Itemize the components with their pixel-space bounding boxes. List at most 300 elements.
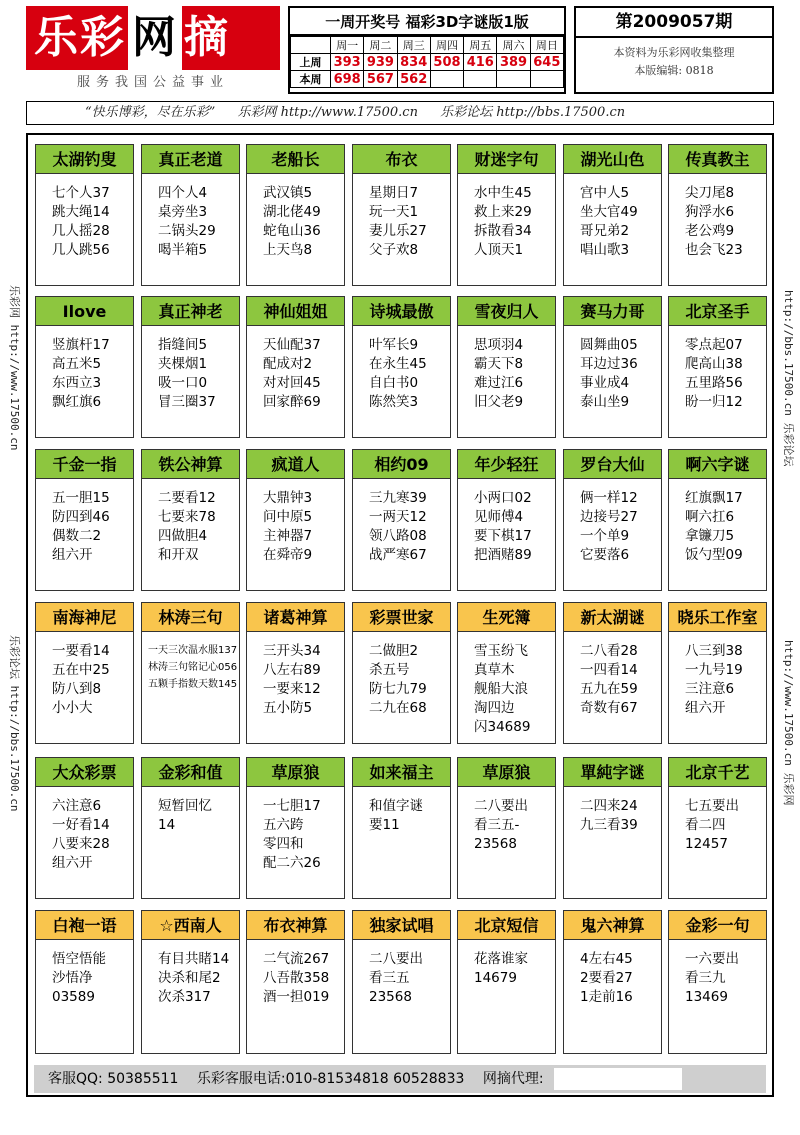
draw-row <box>291 54 564 71</box>
day-header: 周一 <box>331 37 364 54</box>
puzzle-card <box>457 449 556 591</box>
puzzle-line: 把酒赌89 <box>474 547 532 563</box>
puzzle-card <box>668 757 767 899</box>
puzzle-line: 23568 <box>369 989 412 1005</box>
draw-number: 567 <box>364 71 397 88</box>
puzzle-line: 高五米5 <box>52 356 102 372</box>
puzzle-line: 啊六扛6 <box>685 509 735 525</box>
puzzle-line: 13469 <box>685 989 728 1005</box>
puzzle-line: 问中原5 <box>263 509 313 525</box>
puzzle-card-title: 南海神尼 <box>36 603 133 632</box>
puzzle-line: 思项羽4 <box>474 337 524 353</box>
puzzle-card <box>246 144 345 286</box>
puzzle-line: 二八要出 <box>474 798 528 814</box>
puzzle-card-body <box>353 174 450 260</box>
puzzle-line: 一个单9 <box>580 528 630 544</box>
puzzle-card-body <box>247 479 344 565</box>
puzzle-line: 23568 <box>474 836 517 852</box>
puzzle-line: 坐大官49 <box>580 204 638 220</box>
side-text-right: http://bbs.17500.cn 乐彩论坛 <box>782 290 795 467</box>
puzzle-card-body <box>353 940 450 1007</box>
puzzle-line: 星期日7 <box>369 185 419 201</box>
puzzle-line: 要下棋17 <box>474 528 532 544</box>
puzzle-line: 圆舞曲05 <box>580 337 638 353</box>
agent-label: 网摘代理: <box>482 1071 544 1087</box>
puzzle-line: 14679 <box>474 970 517 986</box>
puzzle-line: 零点起07 <box>685 337 743 353</box>
footer-bar <box>34 1065 766 1093</box>
puzzle-card-title: 疯道人 <box>247 450 344 479</box>
puzzle-card-body <box>458 787 555 854</box>
draw-number: 389 <box>497 54 530 71</box>
puzzle-card-body <box>669 632 766 718</box>
puzzle-card <box>246 910 345 1054</box>
puzzle-card-title: 草原狼 <box>247 758 344 787</box>
puzzle-line: 宫中人5 <box>580 185 630 201</box>
puzzle-line: 见师傅4 <box>474 509 524 525</box>
puzzle-card-title: 铁公神算 <box>142 450 239 479</box>
puzzle-line: 03589 <box>52 989 95 1005</box>
logo <box>26 6 280 70</box>
site-bar <box>26 101 774 125</box>
side-text-right: http://www.17500.cn 乐彩网 <box>782 640 795 806</box>
puzzle-card-body <box>458 940 555 988</box>
puzzle-card-body <box>36 326 133 412</box>
puzzle-card <box>246 602 345 744</box>
logo-part: 网 <box>128 6 182 70</box>
puzzle-line: 回家醉69 <box>263 394 321 410</box>
puzzle-card <box>668 449 767 591</box>
draw-number: 939 <box>364 54 397 71</box>
puzzle-card-body <box>669 174 766 260</box>
puzzle-card <box>563 910 662 1054</box>
puzzle-card-title: 布衣 <box>353 145 450 174</box>
puzzle-line: 看三九 <box>685 970 726 986</box>
service-phone: 乐彩客服电话:010-81534818 60528833 <box>196 1071 465 1087</box>
puzzle-line: 拆散看34 <box>474 223 532 239</box>
puzzle-line: 叶军长9 <box>369 337 419 353</box>
puzzle-line: 事业成4 <box>580 375 630 391</box>
puzzle-line: 泰山坐9 <box>580 394 630 410</box>
puzzle-card-body <box>36 632 133 718</box>
puzzle-line: 零四和 <box>263 836 304 852</box>
puzzle-line: 对对回45 <box>263 375 321 391</box>
puzzle-line: 耳边过36 <box>580 356 638 372</box>
puzzle-line: 边接号27 <box>580 509 638 525</box>
draw-row <box>291 71 564 88</box>
puzzle-line: 九三看39 <box>580 817 638 833</box>
puzzle-line: 二要看12 <box>158 490 216 506</box>
puzzle-line: 哥兄弟2 <box>580 223 630 239</box>
draw-number: 393 <box>331 54 364 71</box>
puzzle-line: 湖北佬49 <box>263 204 321 220</box>
puzzle-line: 酒一担019 <box>263 989 330 1005</box>
puzzle-line: 防八到8 <box>52 681 102 697</box>
puzzle-line: 八要来28 <box>52 836 110 852</box>
puzzle-card <box>668 602 767 744</box>
puzzle-card <box>563 757 662 899</box>
puzzle-line: 七个人37 <box>52 185 110 201</box>
puzzle-line: 四做胆4 <box>158 528 208 544</box>
puzzle-card-title: 生死簿 <box>458 603 555 632</box>
puzzle-line: 二四来24 <box>580 798 638 814</box>
puzzle-line: 吸一口0 <box>158 375 208 391</box>
puzzle-card <box>35 296 134 438</box>
puzzle-line: 要11 <box>369 817 400 833</box>
agent-input-box <box>554 1068 682 1090</box>
draw-number: 698 <box>331 71 364 88</box>
puzzle-card-title: 千金一指 <box>36 450 133 479</box>
puzzle-card-title: 诗城最傲 <box>353 297 450 326</box>
puzzle-line: 组六开 <box>52 855 93 871</box>
day-header: 周五 <box>464 37 497 54</box>
puzzle-line: 防七九79 <box>369 681 427 697</box>
puzzle-card-title: 真正神老 <box>142 297 239 326</box>
puzzle-line: 尖刀尾8 <box>685 185 735 201</box>
puzzle-card-body <box>669 326 766 412</box>
puzzle-card-body <box>458 479 555 565</box>
puzzle-card-title: 白袍一语 <box>36 911 133 940</box>
puzzle-card-body <box>36 940 133 1007</box>
puzzle-card-body <box>36 174 133 260</box>
puzzle-card <box>141 296 240 438</box>
puzzle-line: 二锅头29 <box>158 223 216 239</box>
puzzle-line: 蛇龟山36 <box>263 223 321 239</box>
site-link[interactable]: 乐彩网 http://www.17500.cn <box>237 105 418 120</box>
puzzle-line: 三注意6 <box>685 681 735 697</box>
puzzle-card-title: 晓乐工作室 <box>669 603 766 632</box>
puzzle-line: 看三五 <box>369 970 410 986</box>
puzzle-line: 上天鸟8 <box>263 242 313 258</box>
puzzle-line: 12457 <box>685 836 728 852</box>
draw-number <box>464 71 497 88</box>
day-header: 周六 <box>497 37 530 54</box>
draw-number <box>430 71 463 88</box>
side-text-left: 乐彩论坛 http://bbs.17500.cn <box>8 635 21 812</box>
puzzle-line: 大鼎钟3 <box>263 490 313 506</box>
puzzle-card-title: 布衣神算 <box>247 911 344 940</box>
puzzle-line: 二气流267 <box>263 951 330 967</box>
puzzle-card <box>563 296 662 438</box>
puzzle-card-body <box>564 940 661 1007</box>
editor-note: 本版编辑: 0818 <box>634 64 714 77</box>
puzzle-card-body <box>669 787 766 854</box>
puzzle-card-body <box>564 787 661 835</box>
issue-panel <box>574 6 774 94</box>
puzzle-line: 五在中25 <box>52 662 110 678</box>
puzzle-card <box>352 910 451 1054</box>
puzzle-card <box>457 910 556 1054</box>
puzzle-line: 狗浮水6 <box>685 204 735 220</box>
puzzle-card-title: 啊六字谜 <box>669 450 766 479</box>
puzzle-card-title: 北京圣手 <box>669 297 766 326</box>
draw-results-panel <box>288 6 566 94</box>
day-header: 周二 <box>364 37 397 54</box>
puzzle-line: 有目共睹14 <box>158 951 230 967</box>
puzzle-line: 次杀317 <box>158 989 211 1005</box>
puzzle-card-body <box>564 479 661 565</box>
puzzle-card-title: 独家试唱 <box>353 911 450 940</box>
puzzle-line: 和值字谜 <box>369 798 423 814</box>
puzzle-card <box>352 757 451 899</box>
puzzle-line: 和开双 <box>158 547 199 563</box>
puzzle-line: 几人跳56 <box>52 242 110 258</box>
puzzle-card-title: 神仙姐姐 <box>247 297 344 326</box>
puzzle-card-body <box>36 479 133 565</box>
puzzle-line: 二做胆2 <box>369 643 419 659</box>
puzzle-card <box>35 602 134 744</box>
puzzle-line: 自白书0 <box>369 375 419 391</box>
puzzle-line: 救上来29 <box>474 204 532 220</box>
puzzle-line: 二八看28 <box>580 643 638 659</box>
puzzle-line: 闪34689 <box>474 719 531 735</box>
puzzle-card-title: 單純字谜 <box>564 758 661 787</box>
puzzle-line: 俩一样12 <box>580 490 638 506</box>
puzzle-line: 一六要出 <box>685 951 739 967</box>
puzzle-line: 14 <box>158 817 176 833</box>
puzzle-card-title: 北京短信 <box>458 911 555 940</box>
puzzle-card-title: 彩票世家 <box>353 603 450 632</box>
puzzle-card-body <box>247 940 344 1007</box>
puzzle-line: 小两口02 <box>474 490 532 506</box>
puzzle-line: 偶数二2 <box>52 528 102 544</box>
puzzle-card-title: 诸葛神算 <box>247 603 344 632</box>
puzzle-card <box>352 144 451 286</box>
day-header: 周四 <box>430 37 463 54</box>
forum-link[interactable]: 乐彩论坛 http://bbs.17500.cn <box>440 105 626 120</box>
puzzle-line: 一四看14 <box>580 662 638 678</box>
puzzle-card-body <box>247 787 344 873</box>
puzzle-line: 在永生45 <box>369 356 427 372</box>
puzzle-card-body <box>353 479 450 565</box>
puzzle-card-title: 老船长 <box>247 145 344 174</box>
puzzle-card-title: 罗台大仙 <box>564 450 661 479</box>
puzzle-card-title: 财迷字句 <box>458 145 555 174</box>
puzzle-line: 人顶天1 <box>474 242 524 258</box>
puzzle-line: 配二六26 <box>263 855 321 871</box>
puzzle-card-body <box>142 632 239 693</box>
puzzle-line: 五颗手指数天数145 <box>148 679 238 690</box>
puzzle-card <box>668 144 767 286</box>
puzzle-line: 防四到46 <box>52 509 110 525</box>
puzzle-line: 一天三次温水服137 <box>148 645 238 656</box>
puzzle-card <box>141 144 240 286</box>
draw-number: 645 <box>530 54 563 71</box>
puzzle-line: 也会飞23 <box>685 242 743 258</box>
draw-number: 416 <box>464 54 497 71</box>
puzzle-card-body <box>564 174 661 260</box>
puzzle-card <box>246 757 345 899</box>
puzzle-line: 五六跨 <box>263 817 304 833</box>
puzzle-line: 指缝间5 <box>158 337 208 353</box>
puzzle-card <box>668 296 767 438</box>
puzzle-card-title: 年少轻狂 <box>458 450 555 479</box>
puzzle-card-title: 太湖钓叟 <box>36 145 133 174</box>
puzzle-line: 父子欢8 <box>369 242 419 258</box>
puzzle-line: 五小防5 <box>263 700 313 716</box>
puzzle-card-body <box>142 326 239 412</box>
puzzle-card-body <box>142 787 239 835</box>
puzzle-line: 它要落6 <box>580 547 630 563</box>
puzzle-card <box>246 296 345 438</box>
puzzle-card-body <box>353 326 450 412</box>
puzzle-line: 难过江6 <box>474 375 524 391</box>
puzzle-card <box>563 602 662 744</box>
puzzle-card <box>457 144 556 286</box>
logo-part: 乐彩 <box>34 12 126 63</box>
puzzle-line: 桌旁坐3 <box>158 204 208 220</box>
puzzle-card-body <box>142 940 239 1007</box>
puzzle-line: 六注意6 <box>52 798 102 814</box>
puzzle-card-title: 草原狼 <box>458 758 555 787</box>
puzzle-line: 二八要出 <box>369 951 423 967</box>
puzzle-card-title: 赛马力哥 <box>564 297 661 326</box>
puzzle-line: 冒三圈37 <box>158 394 216 410</box>
puzzle-line: 武汉镇5 <box>263 185 313 201</box>
puzzle-card-body <box>564 326 661 412</box>
puzzle-card <box>457 757 556 899</box>
puzzle-line: 旧父老9 <box>474 394 524 410</box>
puzzle-line: 在舜帝9 <box>263 547 313 563</box>
puzzle-line: 淘四边 <box>474 700 515 716</box>
puzzle-card <box>141 757 240 899</box>
puzzle-card-title: 北京千艺 <box>669 758 766 787</box>
puzzle-line: 夹棵烟1 <box>158 356 208 372</box>
puzzle-line: 2要看27 <box>580 970 633 986</box>
puzzle-line: 配成对2 <box>263 356 313 372</box>
draw-number <box>497 71 530 88</box>
puzzle-line: 四个人4 <box>158 185 208 201</box>
puzzle-line: 竖旗杆17 <box>52 337 110 353</box>
puzzle-line: 奇数有67 <box>580 700 638 716</box>
row-label: 本周 <box>291 71 331 88</box>
puzzle-line: 几人摇28 <box>52 223 110 239</box>
puzzle-line: 组六开 <box>685 700 726 716</box>
puzzle-line: 领八路08 <box>369 528 427 544</box>
puzzle-line: 陈然笑3 <box>369 394 419 410</box>
puzzle-line: 老公鸡9 <box>685 223 735 239</box>
puzzle-card-body <box>36 787 133 873</box>
puzzle-line: 决杀和尾2 <box>158 970 221 986</box>
draw-number: 508 <box>430 54 463 71</box>
puzzle-card-title: 新太湖谜 <box>564 603 661 632</box>
puzzle-line: 4左右45 <box>580 951 633 967</box>
puzzle-line: 短暂回忆 <box>158 798 212 814</box>
puzzle-card-title: 传真教主 <box>669 145 766 174</box>
puzzle-line: 林涛三句铭记心056 <box>148 662 238 673</box>
puzzle-line: 喝半箱5 <box>158 242 208 258</box>
draw-table <box>290 36 564 88</box>
puzzle-line: 悟空悟能 <box>52 951 106 967</box>
puzzle-card-body <box>142 479 239 565</box>
puzzle-line: 拿镰刀5 <box>685 528 735 544</box>
service-qq: 客服QQ: 50385511 <box>48 1071 179 1087</box>
source-note: 本资料为乐彩网收集整理 <box>613 46 735 59</box>
draw-title: 一周开奖号 福彩3D字谜版1版 <box>290 8 564 36</box>
puzzle-card <box>352 296 451 438</box>
puzzle-card-title: 湖光山色 <box>564 145 661 174</box>
corner-cell <box>291 37 331 54</box>
puzzle-card <box>457 296 556 438</box>
puzzle-card-title: 相约09 <box>353 450 450 479</box>
puzzle-line: 1走前16 <box>580 989 633 1005</box>
puzzle-card <box>35 757 134 899</box>
puzzle-card <box>668 910 767 1054</box>
puzzle-card <box>563 449 662 591</box>
day-header: 周三 <box>397 37 430 54</box>
puzzle-card-body <box>247 632 344 718</box>
puzzle-card <box>563 144 662 286</box>
puzzle-card-title: 金彩和值 <box>142 758 239 787</box>
puzzle-line: 玩一天1 <box>369 204 419 220</box>
puzzle-card-title: 雪夜归人 <box>458 297 555 326</box>
puzzle-card <box>141 449 240 591</box>
row-label: 上周 <box>291 54 331 71</box>
puzzle-line: 水中生45 <box>474 185 532 201</box>
puzzle-line: 一七胆17 <box>263 798 321 814</box>
puzzle-line: 五九在59 <box>580 681 638 697</box>
draw-number: 562 <box>397 71 430 88</box>
puzzle-line: 杀五号 <box>369 662 410 678</box>
puzzle-card-title: Ilove <box>36 297 133 326</box>
puzzle-line: 一好看14 <box>52 817 110 833</box>
puzzle-card-title: 真正老道 <box>142 145 239 174</box>
puzzle-card-body <box>669 479 766 565</box>
puzzle-card-body <box>247 326 344 412</box>
puzzle-card <box>352 602 451 744</box>
puzzle-line: 三开头34 <box>263 643 321 659</box>
puzzle-card-body <box>458 632 555 737</box>
puzzle-line: 主神器7 <box>263 528 313 544</box>
puzzle-card-title: 金彩一句 <box>669 911 766 940</box>
puzzle-line: 天仙配37 <box>263 337 321 353</box>
puzzle-line: 爬高山38 <box>685 356 743 372</box>
puzzle-line: 三九寒39 <box>369 490 427 506</box>
puzzle-card <box>352 449 451 591</box>
puzzle-line: 七五要出 <box>685 798 739 814</box>
puzzle-line: 妻儿乐27 <box>369 223 427 239</box>
puzzle-line: 看三五- <box>474 817 520 833</box>
side-text-left: 乐彩网 http://www.17500.cn <box>8 285 21 451</box>
puzzle-card <box>141 910 240 1054</box>
puzzle-line: 饭勺型09 <box>685 547 743 563</box>
puzzle-line: 红旗飘17 <box>685 490 743 506</box>
puzzle-card <box>141 602 240 744</box>
puzzle-line: 花落谁家 <box>474 951 528 967</box>
puzzle-line: 一要看14 <box>52 643 110 659</box>
puzzle-card-body <box>669 940 766 1007</box>
puzzle-card-body <box>458 174 555 260</box>
site-slogan: “快乐博彩，尽在乐彩” <box>85 105 216 120</box>
puzzle-line: 小小大 <box>52 700 93 716</box>
issue-number: 第2009057期 <box>576 8 772 38</box>
puzzle-card-title: ☆西南人 <box>142 911 239 940</box>
puzzle-line: 七要来78 <box>158 509 216 525</box>
draw-number: 834 <box>397 54 430 71</box>
puzzle-line: 八吾散358 <box>263 970 330 986</box>
puzzle-line: 看二四 <box>685 817 726 833</box>
puzzle-line: 跳大绳14 <box>52 204 110 220</box>
puzzle-card-body <box>353 632 450 718</box>
puzzle-line: 东西立3 <box>52 375 102 391</box>
puzzle-card <box>35 144 134 286</box>
puzzle-line: 一要来12 <box>263 681 321 697</box>
puzzle-card-title: 大众彩票 <box>36 758 133 787</box>
puzzle-line: 二九在68 <box>369 700 427 716</box>
day-header: 周日 <box>530 37 563 54</box>
puzzle-card <box>246 449 345 591</box>
puzzle-line: 五里路56 <box>685 375 743 391</box>
